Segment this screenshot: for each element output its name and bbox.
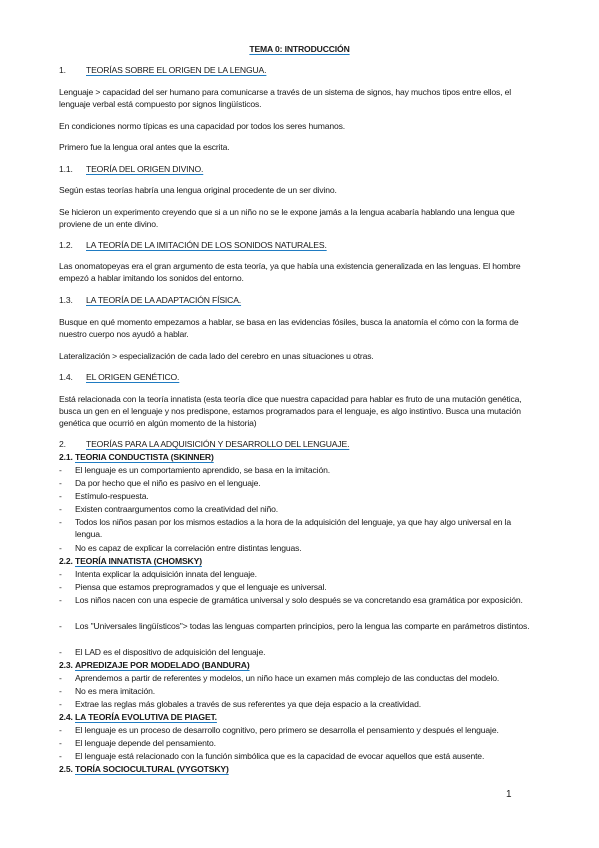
list-item-text: Existen contraargumentos como la creatividad del niño. (75, 504, 279, 514)
list-item: - No es capaz de explicar la correlación entre distintas lenguas. (59, 543, 302, 553)
section-label: TEORÍA INNATISTA (CHOMSKY) (75, 556, 202, 566)
section-label: LA TEORÍA DE LA IMITACIÓN DE LOS SONIDOS NATURALES. (86, 240, 327, 250)
section-heading-1 (59, 64, 537, 76)
paragraph: Primero fue la lengua oral antes que la escrita. (59, 142, 230, 152)
section-label: TEORIA CONDUCTISTA (SKINNER) (75, 452, 214, 462)
list-item: - El lenguaje es un proceso de desarrollo cognitivo, pero primero se desarrolla el pensamiento y después el lenguaje. (59, 725, 499, 735)
section-number: 2. (59, 439, 66, 449)
subsection-heading-2-1 (59, 451, 537, 463)
document-title: TEMA 0: INTRODUCCIÓN (249, 44, 350, 54)
list-item: - El lenguaje está relacionado con la función simbólica que es la capacidad de evocar aquellos que está ausente. (59, 751, 485, 761)
list-item: - Todos los niños pasan por los mismos estadios a la hora de la adquisición del lenguaje, ya que hay algo universal en la lengua. (59, 517, 511, 539)
list-item-text: El LAD es el dispositivo de adquisición del lenguaje. (75, 647, 266, 657)
list-item-text: Aprendemos a partir de referentes y modelos, un niño hace un examen más complejo de las conductas del modelo. (75, 673, 500, 683)
list-item: - No es mera imitación. (59, 686, 155, 696)
paragraph: Lateralización > especialización de cada lado del cerebro en unas situaciones u otras. (59, 351, 374, 361)
list-item-text: El lenguaje es un proceso de desarrollo cognitivo, pero primero se desarrolla el pensamiento y después el lenguaje. (75, 725, 499, 735)
section-label: APREDIZAJE POR MODELADO (BANDURA) (75, 660, 250, 670)
section-label: TORÍA SOCIOCULTURAL (VYGOTSKY) (75, 764, 229, 774)
list-item: - Los "Universales lingüísticos"> todas las lenguas comparten principios, pero la lengua las comparte en parámetros distintos. (59, 621, 530, 631)
list-item: - Estímulo-respuesta. (59, 491, 149, 501)
list-item-text: No es capaz de explicar la correlación entre distintas lenguas. (75, 543, 302, 553)
section-number: 1.2. (59, 240, 73, 250)
section-number: 2.2. (59, 556, 73, 566)
subsection-heading-1-3 (59, 294, 537, 306)
list-item: - Intenta explicar la adquisición innata del lenguaje. (59, 569, 257, 579)
paragraph: Las onomatopeyas era el gran argumento de esta teoría, ya que había una existencia generalizada en las lenguas. El hombre empezó a hablar imitando los sonidos del entorno. (59, 261, 521, 283)
subsection-heading-2-2 (59, 555, 537, 567)
list-item: - Existen contraargumentos como la creatividad del niño. (59, 504, 279, 514)
paragraph: En condiciones normo típicas es una capacidad por todos los seres humanos. (59, 121, 346, 131)
section-label: TEORÍAS SOBRE EL ORIGEN DE LA LENGUA. (86, 65, 267, 75)
list-item-text: Intenta explicar la adquisición innata del lenguaje. (75, 569, 257, 579)
list-item-text: Los niños nacen con una especie de gramática universal y solo después se va concretando esa gramática por exposición. (75, 595, 523, 605)
section-number: 1. (59, 65, 66, 75)
list-item-text: El lenguaje está relacionado con la función simbólica que es la capacidad de evocar aquellos que está ausente. (75, 751, 485, 761)
list-item-text: Los "Universales lingüísticos"> todas las lenguas comparten principios, pero la lengua las comparte en parámetros distintos. (75, 621, 530, 631)
list-item: - Extrae las reglas más globales a través de sus referentes ya que deja espacio a la creatividad. (59, 699, 421, 709)
section-label: LA TEORÍA EVOLUTIVA DE PIAGET. (75, 712, 217, 722)
list-item-text: El lenguaje es un comportamiento aprendido, se basa en la imitación. (75, 465, 330, 475)
section-heading-2 (59, 438, 537, 450)
list-item: - El LAD es el dispositivo de adquisición del lenguaje. (59, 647, 266, 657)
section-label: EL ORIGEN GENÉTICO. (86, 372, 180, 382)
list-item: - El lenguaje depende del pensamiento. (59, 738, 216, 748)
list-item-text: Da por hecho que el niño es pasivo en el lenguaje. (75, 478, 261, 488)
subsection-heading-1-2 (59, 239, 537, 251)
subsection-heading-2-3 (59, 659, 537, 671)
section-number: 2.4. (59, 712, 73, 722)
section-number: 2.3. (59, 660, 73, 670)
section-number: 1.3. (59, 295, 73, 305)
paragraph: Se hicieron un experimento creyendo que si a un niño no se le expone jamás a la lengua acabaría hablando una lengua que proviene de un ente divino. (59, 207, 515, 229)
subsection-heading-1-4 (59, 371, 537, 383)
section-number: 1.1. (59, 164, 73, 174)
paragraph: Lenguaje > capacidad del ser humano para comunicarse a través de un sistema de signos, hay muchos tipos entre ellos, el lenguaje verbal está compuesto por signos lingüísticos. (59, 87, 511, 109)
section-number: 2.5. (59, 764, 73, 774)
list-item: - Piensa que estamos preprogramados y que el lenguaje es universal. (59, 582, 327, 592)
paragraph: Está relacionada con la teoría innatista (esta teoría dice que nuestra capacidad para hablar es fruto de una mutación genética, busca un gen en el lenguaje y nos predispone, estamos programados para el lenguaje, es algo instintivo. Busca una mutación genética que ocurrió en algún momento de la historia) (59, 394, 522, 428)
paragraph: Busque en qué momento empezamos a hablar, se basa en las evidencias fósiles, busca la anatomía el cómo con la forma de nuestro cuerpo nos ayudó a hablar. (59, 317, 519, 339)
section-label: TEORÍA DEL ORIGEN DIVINO. (86, 164, 204, 174)
section-label: TEORÍAS PARA LA ADQUISICIÓN Y DESARROLLO DEL LENGUAJE. (86, 439, 350, 449)
list-item-text: Piensa que estamos preprogramados y que el lenguaje es universal. (75, 582, 327, 592)
list-item: - Da por hecho que el niño es pasivo en el lenguaje. (59, 478, 261, 488)
section-number: 2.1. (59, 452, 73, 462)
page-number: 1 (506, 789, 512, 800)
list-item: - Aprendemos a partir de referentes y modelos, un niño hace un examen más complejo de las conductas del modelo. (59, 673, 500, 683)
subsection-heading-2-5 (59, 763, 537, 775)
list-item: - Los niños nacen con una especie de gramática universal y solo después se va concretando esa gramática por exposición. (59, 595, 523, 605)
subsection-heading-2-4 (59, 711, 537, 723)
list-item-text: El lenguaje depende del pensamiento. (75, 738, 216, 748)
list-item-text: Todos los niños pasan por los mismos estadios a la hora de la adquisición del lenguaje, ya que hay algo universal en la lengua. (75, 517, 511, 539)
list-item-text: Estímulo-respuesta. (75, 491, 149, 501)
list-item: - El lenguaje es un comportamiento aprendido, se basa en la imitación. (59, 465, 330, 475)
list-item-text: No es mera imitación. (75, 686, 155, 696)
section-label: LA TEORÍA DE LA ADAPTACIÓN FÍSICA. (86, 295, 242, 305)
section-number: 1.4. (59, 372, 73, 382)
paragraph: Según estas teorías habría una lengua original procedente de un ser divino. (59, 185, 337, 195)
subsection-heading-1-1 (59, 163, 537, 175)
list-item-text: Extrae las reglas más globales a través de sus referentes ya que deja espacio a la creatividad. (75, 699, 421, 709)
